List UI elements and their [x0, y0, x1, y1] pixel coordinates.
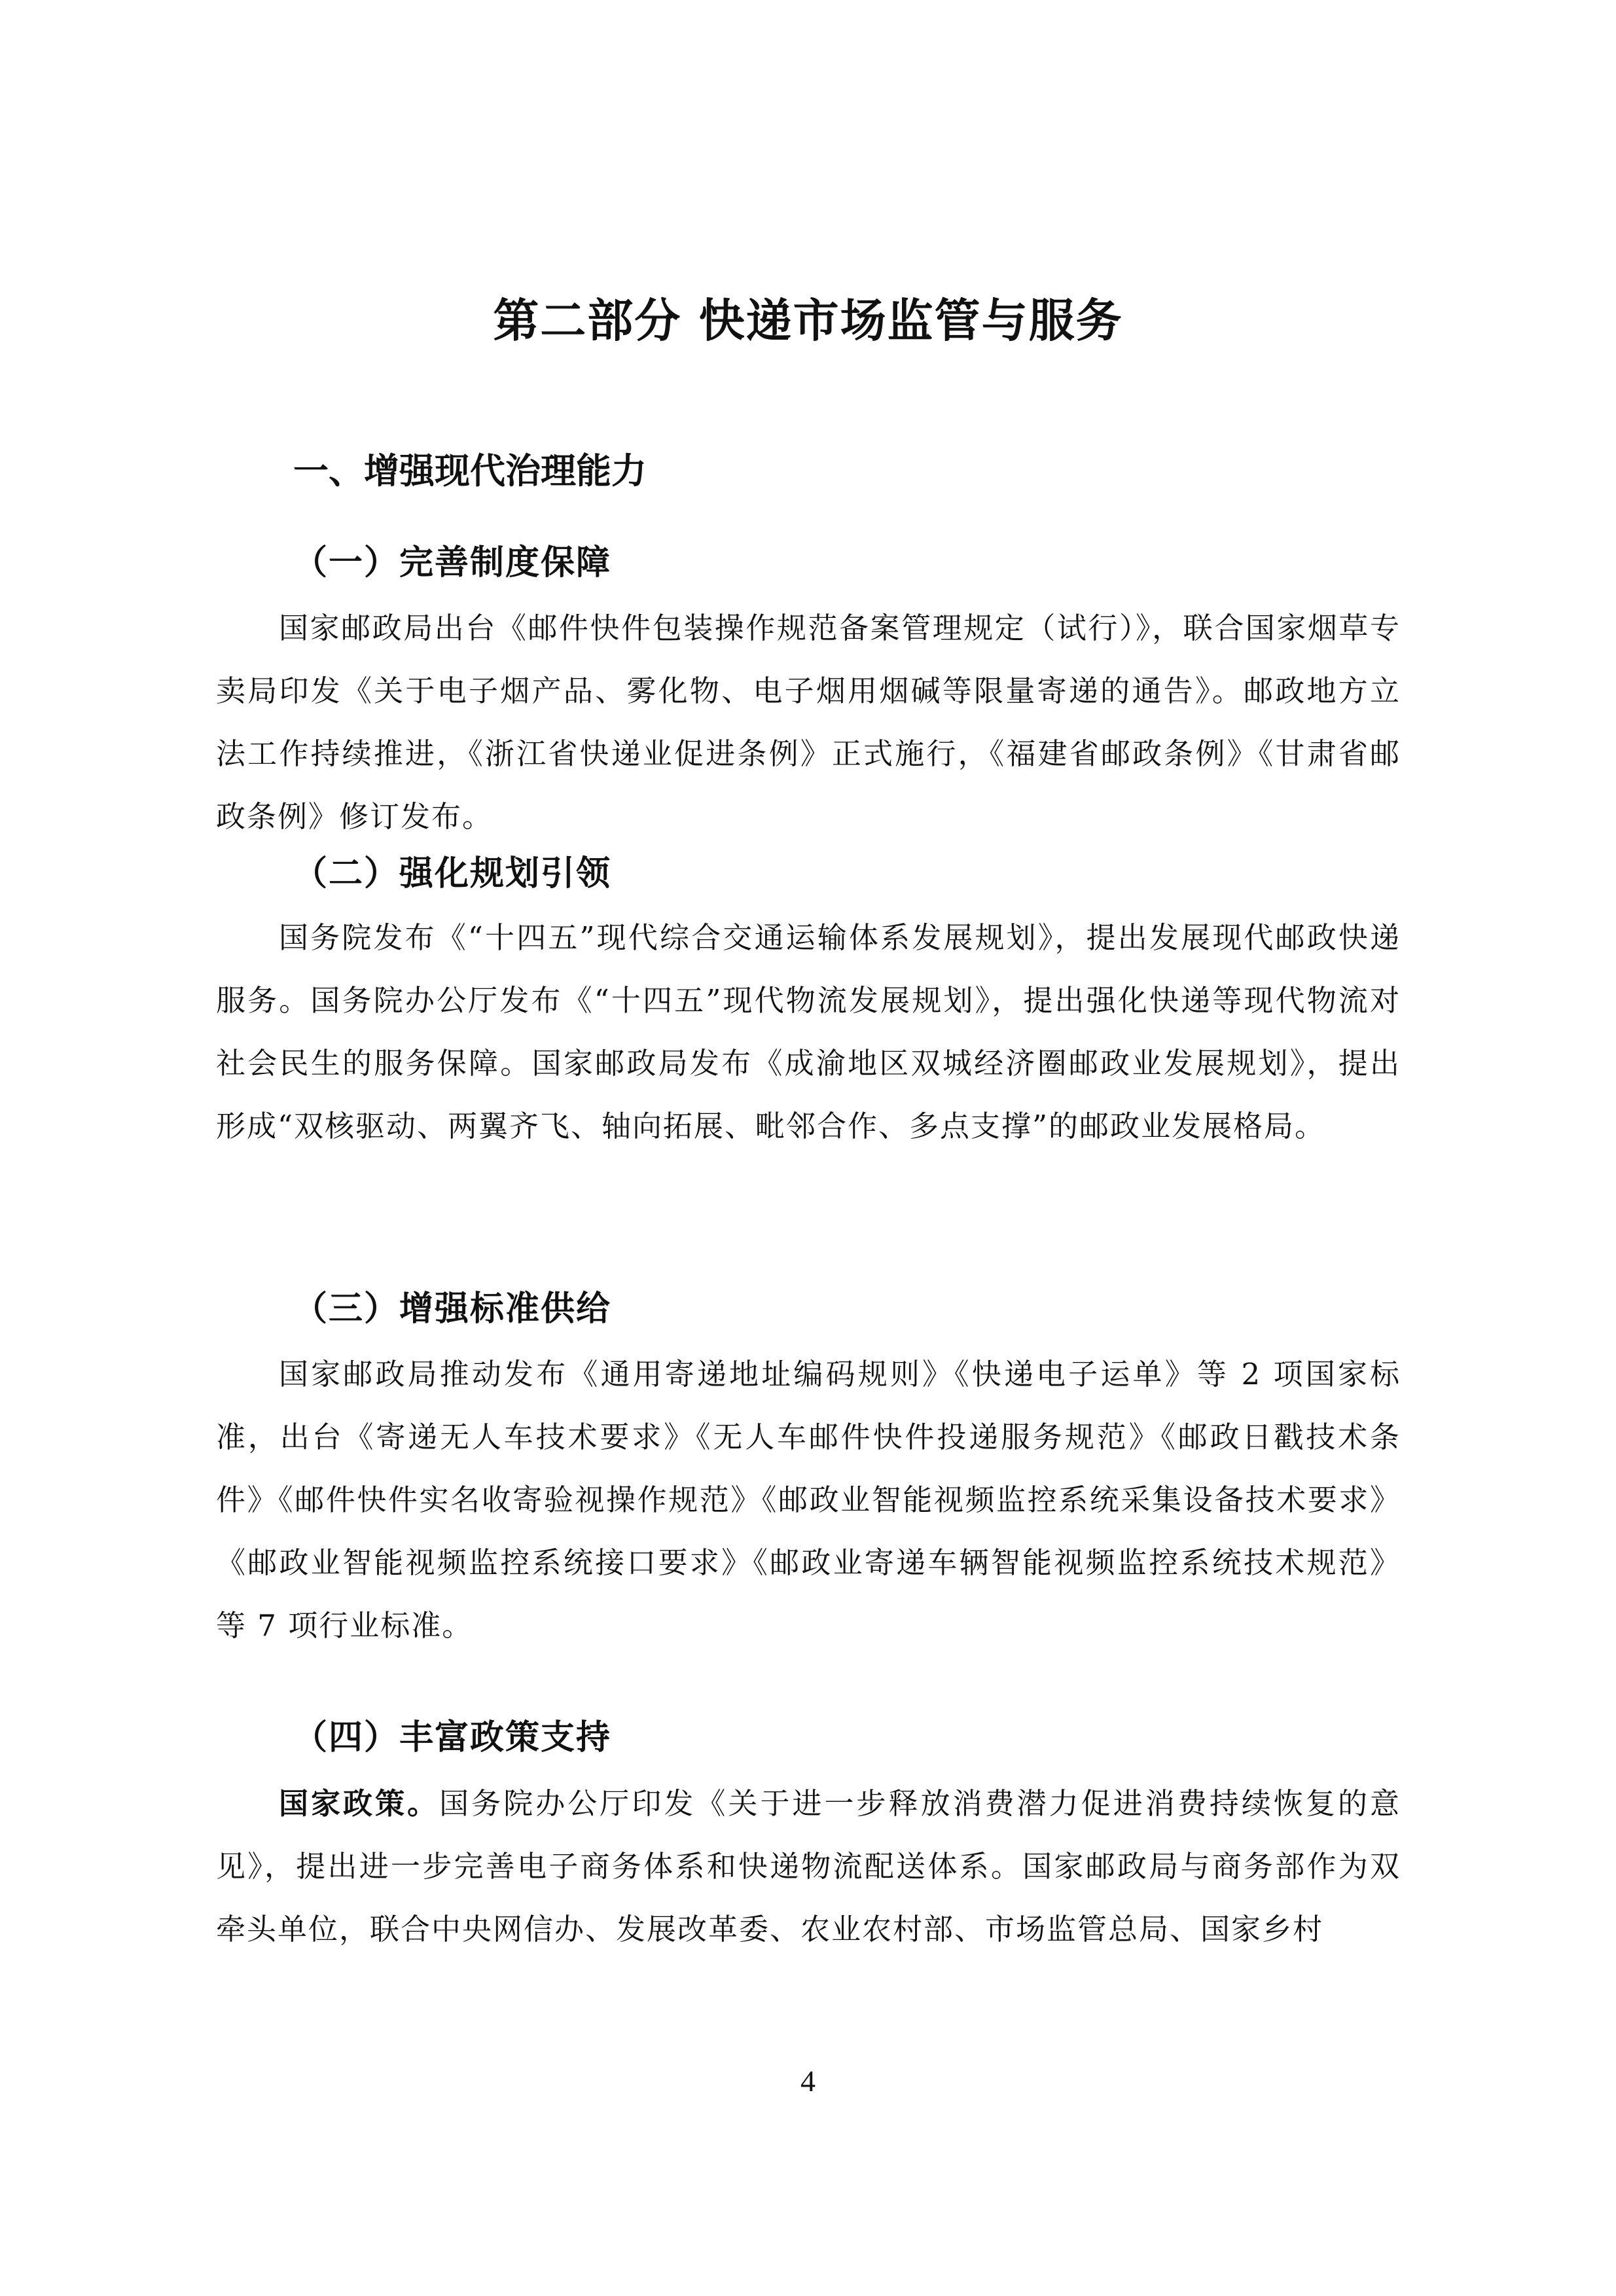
subsection-heading-1: （一）完善制度保障: [293, 543, 612, 583]
paragraph-1: 国家邮政局出台《邮件快件包装操作规范备案管理规定（试行）》，联合国家烟草专卖局印发《关于电子烟产品、雾化物、电子烟用烟碱等限量寄递的通告》。邮政地方立法工作持续推进，《浙江省快递业促进条例》正式施行，《福建省邮政条例》《甘肃省邮政条例》修订发布。: [216, 611, 1401, 834]
paragraph-4: [216, 1772, 1401, 1961]
subsection-heading-3: （三）增强标准供给: [293, 1289, 612, 1329]
paragraph-2: 国务院发布《“十四五”现代综合交通运输体系发展规划》，提出发展现代邮政快递服务。国务院办公厅发布《“十四五”现代物流发展规划》，提出强化快递等现代物流对社会民生的服务保障。国家邮政局发布《成渝地区双城经济圈邮政业发展规划》，提出形成“双核驱动、两翼齐飞、轴向拓展、毗邻合作、多点支撑”的邮政业发展格局。: [216, 920, 1401, 1143]
section-heading: 一、增强现代治理能力: [293, 450, 647, 492]
subsection-heading-4: （四）丰富政策支持: [293, 1717, 612, 1757]
page-title: 第二部分 快递市场监管与服务: [493, 294, 1123, 348]
page-number: 4: [800, 2064, 816, 2098]
paragraph-3: 国家邮政局推动发布《通用寄递地址编码规则》《快递电子运单》等 2 项国家标准，出台《寄递无人车技术要求》《无人车邮件快件投递服务规范》《邮政日戳技术条件》《邮件快件实名收寄验视操作规范》《邮政业智能视频监控系统采集设备技术要求》《邮政业智能视频监控系统接口要求》《邮政业寄递车辆智能视频监控系统技术规范》等 7 项行业标准。: [216, 1357, 1401, 1643]
paragraph-4-body: 国务院办公厅印发《关于进一步释放消费潜力促进消费持续恢复的意见》，提出进一步完善电子商务体系和快递物流配送体系。国家邮政局与商务部作为双牵头单位，联合中央网信办、发展改革委、农业农村部、市场监管总局、国家乡村: [216, 1786, 1401, 1946]
subsection-heading-2: （二）强化规划引领: [293, 853, 612, 893]
paragraph-lead: 国家政策。: [279, 1786, 440, 1821]
